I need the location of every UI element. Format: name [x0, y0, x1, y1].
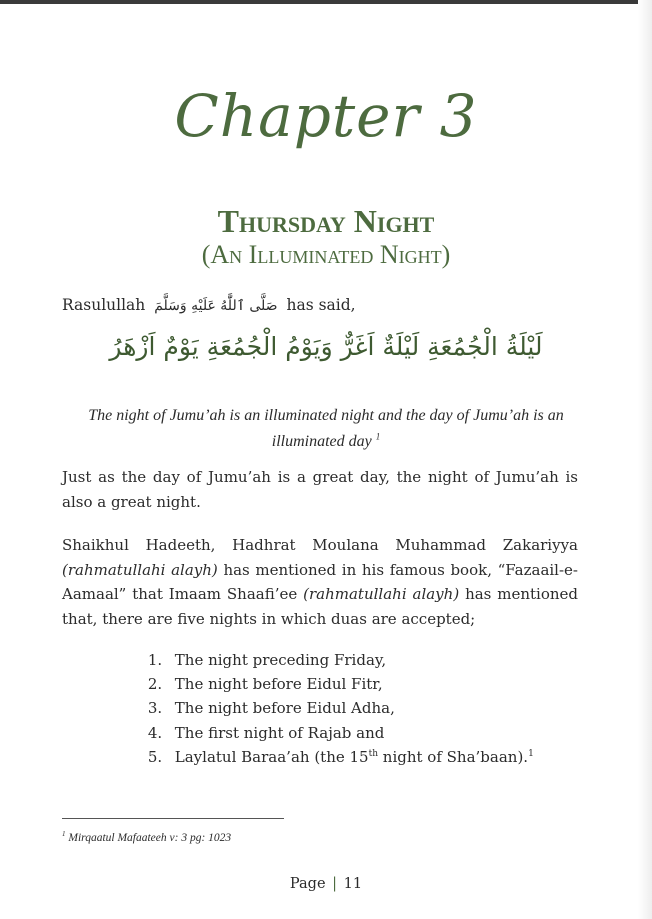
hadith-intro: [62, 296, 356, 314]
list-text: The first night of Rajab and: [174, 723, 385, 742]
salutation-calligraphy: صَلَّى ٱللَّٰهُ عَلَيْهِ وَسَلَّمَ: [154, 298, 278, 314]
footnote-number: 1: [62, 830, 66, 839]
chapter-heading: Chapter 3: [174, 82, 478, 150]
list-text-a: Laylatul Baraa’ah (the 15: [174, 747, 369, 766]
footnote: [62, 832, 231, 844]
footnote-marker: 1: [528, 748, 534, 759]
page-label: Page: [289, 876, 326, 892]
honorific-2: (rahmatullahi alayh): [303, 585, 460, 603]
paragraph-2-part-a: Shaikhul Hadeeth, Hadhrat Moulana Muhammad Zakariyya: [62, 536, 578, 554]
section-subtitle: (An Illuminated Night): [201, 240, 451, 269]
page-separator: |: [332, 876, 338, 892]
paragraph-2: [62, 533, 578, 631]
hadith-intro-tail: has said,: [286, 296, 356, 314]
honorific-1: (rahmatullahi alayh): [62, 560, 218, 579]
hadith-translation: [82, 403, 570, 455]
paragraph-1: Just as the day of Jumu’ah is a great day, the night of Jumu’ah is also a great night.: [62, 468, 578, 511]
list-item: [140, 745, 534, 769]
section-title: Thursday Night: [217, 203, 435, 239]
hadith-intro-name: Rasulullah: [62, 296, 146, 314]
five-nights-list: [140, 648, 534, 769]
page-number: [0, 876, 652, 892]
list-number: 5.: [147, 747, 163, 766]
list-item: [140, 648, 534, 672]
hadith-translation-text: The night of Jumu’ah is an illuminated night and the day of Jumu’ah is an illuminated day: [88, 407, 564, 450]
list-number: 1.: [147, 651, 163, 669]
list-item: [140, 721, 534, 745]
list-text: The night before Eidul Adha,: [174, 699, 395, 718]
hadith-arabic-text: لَيْلَةُ الْجُمُعَةِ لَيْلَةٌ اَغَرٌّ وَيَوْمُ الْجُمُعَةِ يَوْمٌ اَزْهَرُ: [109, 332, 543, 361]
list-text: The night before Eidul Fitr,: [174, 675, 383, 694]
paragraph-2-part-c: has mentioned in his famous book, “Fazaail-e-Aamaal” that Imaam Shaafi’ee: [62, 560, 578, 603]
list-number: 4.: [147, 723, 163, 742]
page-num: 11: [343, 876, 363, 892]
list-number: 3.: [147, 699, 163, 718]
paragraph-2-part-e: has mentioned that, there are five nights in which duas are accepted;: [62, 585, 578, 628]
ordinal-suffix: th: [368, 748, 379, 759]
footnote-marker: 1: [375, 431, 381, 442]
list-item: [140, 696, 534, 720]
scan-top-edge: [0, 0, 652, 4]
list-text: The night preceding Friday,: [174, 651, 387, 669]
list-number: 2.: [147, 675, 163, 694]
list-text-b: night of Sha’baan).: [378, 747, 529, 766]
footnote-text: Mirqaatul Mafaateeh v: 3 pg: 1023: [68, 832, 232, 844]
list-item: [140, 672, 534, 696]
footnote-divider: [62, 818, 284, 819]
